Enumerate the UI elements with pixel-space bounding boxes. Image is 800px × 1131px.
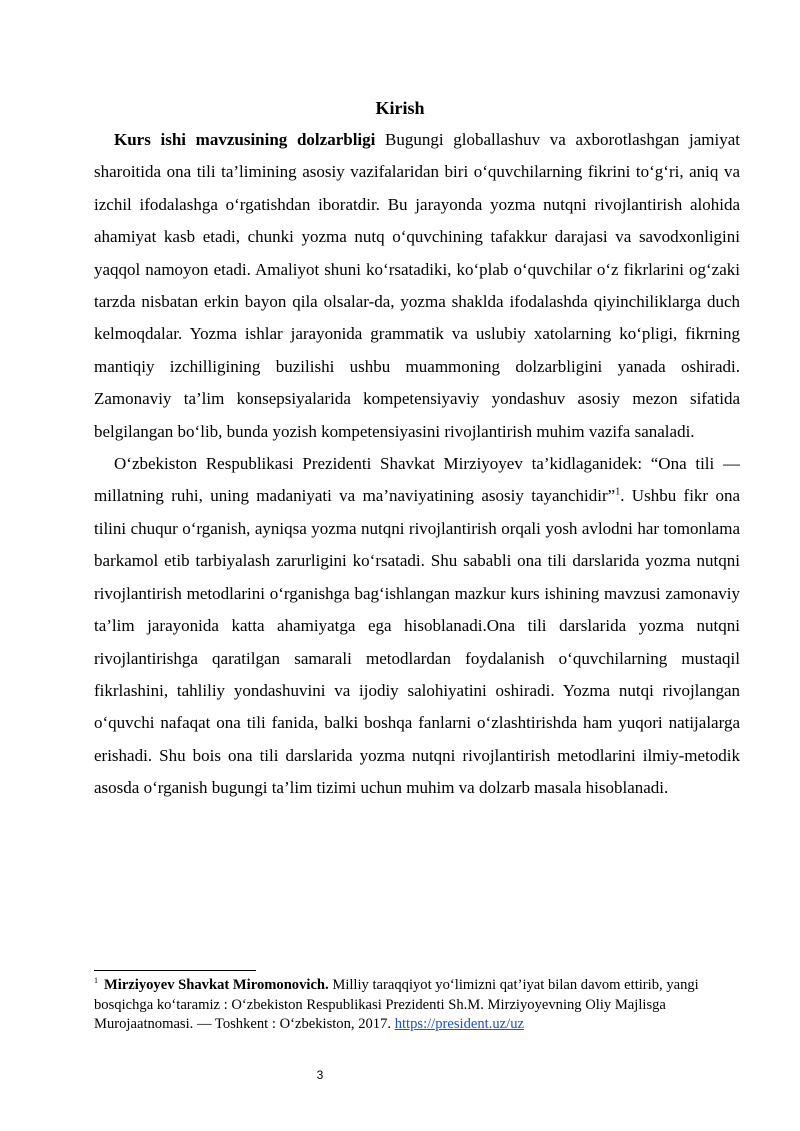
footnote-author: Mirziyoyev Shavkat Miromonovich. <box>104 977 329 993</box>
footnote <box>94 976 740 1035</box>
footnote-separator <box>94 970 256 971</box>
quote-text: O‘zbekiston Respublikasi Prezidenti Shavkat Mirziyoyev ta’kidlaganidek: “Ona tili — millatning ruhi, uning madaniyati va ma’naviyatining asosiy tayanchidir” <box>94 454 740 506</box>
footnote-link[interactable]: https://president.uz/uz <box>394 1016 524 1032</box>
page-number: 3 <box>316 1068 324 1082</box>
lead-phrase: Kurs ishi mavzusining dolzarbligi <box>114 130 376 149</box>
footnote-text: Milliy taraqqiyot yo‘limizni qat’iyat bilan davom ettirib, yangi bosqichga ko‘taramiz : O‘zbekiston Respublikasi Prezidenti Sh.M. Mirziyoyevning Oliy Majlisga Murojaatnomasi. — Toshkent : O‘zbekiston, 2017. <box>94 977 699 1032</box>
footnote-reference[interactable]: 1 <box>615 486 621 498</box>
body-text <box>94 124 740 805</box>
paragraph-relevance <box>94 124 740 448</box>
footnote-mark: 1 <box>94 976 98 986</box>
paragraph-relevance-text: Bugungi globallashuv va axborotlashgan jamiyat sharoitida ona tili ta’limining asosiy vazifalaridan biri o‘quvchilarning fikrini to‘g‘ri, aniq va izchil ifodalashga o‘rgatishdan iboratdir. Bu jarayonda yozma nutqni rivojlantirish alohida ahamiyat kasb etadi, chunki yozma nutq o‘quvchining tafakkur darajasi va savodxonligini yaqqol namoyon etadi. Amaliyot shuni ko‘rsatadiki, ko‘plab o‘quvchilar o‘z fikrlarini og‘zaki tarzda nisbatan erkin bayon qila olsalar-da, yozma shaklda ifodalashda qiyinchiliklarga duch kelmoqdalar. Yozma ishlar jarayonida grammatik va uslubiy xatolarning ko‘pligi, fikrning mantiqiy izchilligining buzilishi ushbu muammoning dolzarbligini yanada oshiradi. Zamonaviy ta’lim konsepsiyalarida kompetensiyaviy yondashuv asosiy mezon sifatida belgilangan bo‘lib, bunda yozish kompetensiyasini rivojlantirish muhim vazifa sanaladi. <box>94 130 741 441</box>
paragraph-president-quote <box>94 448 740 804</box>
paragraph-president-quote-text: . Ushbu fikr ona tilini chuqur o‘rganish, ayniqsa yozma nutqni rivojlantirish orqali yosh avlodni har tomonlama barkamol etib tarbiyalash zarurligini ko‘rsatadi. Shu sababli ona tili darslarida yozma nutqni rivojlantirish metodlarini o‘rganishga bag‘ishlangan mazkur kurs ishining mavzusi zamonaviy ta’lim jarayonida katta ahamiyatga ega hisoblanadi.Ona tili darslarida yozma nutqni rivojlantirishga qaratilgan samarali metodlardan foydalanish o‘quvchilarning mustaqil fikrlashini, tahliliy yondashuvini va ijodiy salohiyatini oshiradi. Yozma nutqi rivojlangan o‘quvchi nafaqat ona tili fanida, balki boshqa fanlarni o‘zlashtirishda ham yuqori natijalarga erishadi. Shu bois ona tili darslarida yozma nutqni rivojlantirish metodlarini ilmiy-metodik asosda o‘rganish bugungi ta’lim tizimi uchun muhim va dolzarb masala hisoblanadi. <box>94 486 740 798</box>
section-heading: Kirish <box>375 98 425 118</box>
